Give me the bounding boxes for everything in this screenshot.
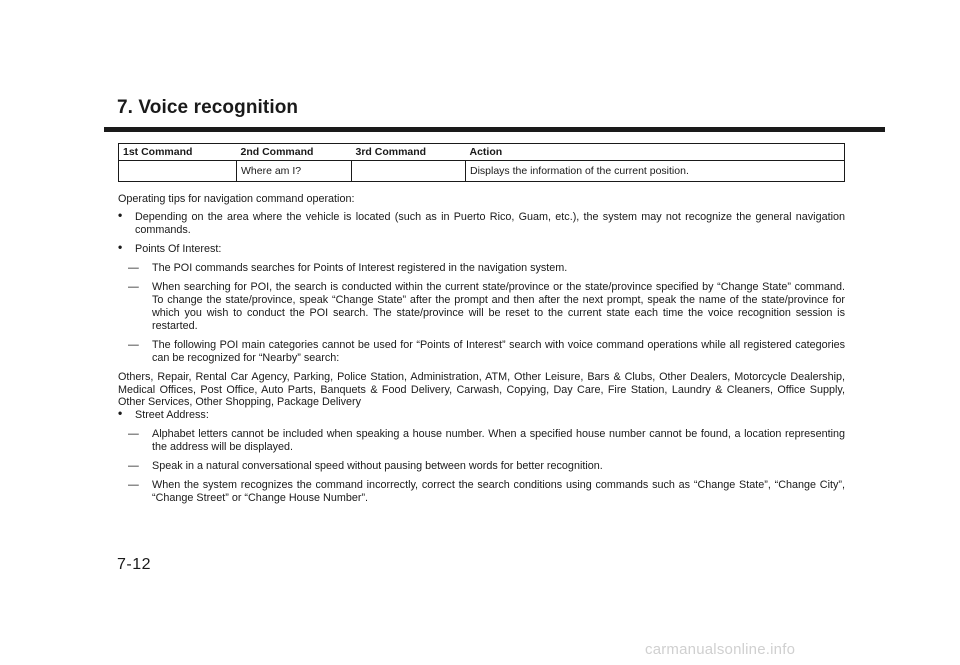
page-number: 7-12 [117, 556, 152, 573]
sub-item-text: When the system recognizes the command incorrectly, correct the search conditions using commands such as “Change State”, “Change City”, “Change Street” or “Change House Number”. [152, 478, 845, 504]
poi-category-list: Others, Repair, Rental Car Agency, Parking, Police Station, Administration, ATM, Other Leisure, Bars & Clubs, Other Dealers, Motorcycle Dealership, Medical Offices, Post Office, Auto Parts, Banquets & Food Delivery, Carwash, Copying, Day Care, Fire Station, Laundry & Cleaners, Office Supply, Other Services, Other Shopping, Package Delivery [118, 371, 845, 408]
sub-item-text: Speak in a natural conversational speed without pausing between words for better recognition. [152, 459, 603, 472]
bullet-icon [118, 209, 122, 222]
sub-list-item [128, 428, 845, 454]
bullet-icon [118, 241, 122, 254]
table-cell: Displays the information of the current position. [466, 161, 845, 182]
list-item [118, 211, 845, 237]
dash-icon [128, 281, 139, 294]
sub-list-item [128, 339, 845, 365]
column-header: 3rd Command [352, 144, 466, 161]
dash-icon [128, 479, 139, 492]
sub-item-text: When searching for POI, the search is conducted within the current state/province or the state/province specified by “Change State” command. To change the state/province, speak “Change State” after the prompt and then after the next prompt, speak the name of the state/province for which you wish to conduct the POI search. The state/province will be reset to the current state each time the voice recognition session is restarted. [152, 281, 845, 332]
watermark: carmanualsonline.info [645, 641, 796, 658]
table-cell: Where am I? [237, 161, 352, 182]
list-item [118, 243, 845, 256]
title-rule [104, 127, 885, 132]
column-header: 2nd Command [237, 144, 352, 161]
sub-list-item [128, 460, 845, 473]
body-text [118, 193, 845, 511]
table-cell [352, 161, 466, 182]
command-table [118, 143, 845, 182]
dash-icon [128, 460, 139, 473]
list-item [118, 409, 845, 422]
table-header-row [119, 144, 845, 161]
table-row [119, 161, 845, 182]
sub-item-text: Alphabet letters cannot be included when speaking a house number. When a specified house number cannot be found, a location representing the address will be displayed. [152, 427, 845, 453]
dash-icon [128, 262, 139, 275]
section-title: 7. Voice recognition [117, 97, 299, 118]
bullet-text: Depending on the area where the vehicle is located (such as in Puerto Rico, Guam, etc.), the system may not recognize the general navigation commands. [135, 211, 845, 236]
sub-item-text: The following POI main categories cannot be used for “Points of Interest” search with voice command operations while all registered categories can be recognized for “Nearby” search: [152, 339, 845, 364]
intro-text: Operating tips for navigation command operation: [118, 193, 355, 205]
dash-icon [128, 428, 139, 441]
dash-icon [128, 339, 139, 352]
column-header: 1st Command [119, 144, 237, 161]
bullet-text: Points Of Interest: [135, 243, 222, 255]
sub-list-item [128, 281, 845, 333]
sub-item-text: The POI commands searches for Points of Interest registered in the navigation system. [152, 262, 568, 274]
bullet-icon [118, 407, 122, 420]
sub-list-item [128, 262, 845, 275]
table-cell [119, 161, 237, 182]
column-header: Action [466, 144, 845, 161]
sub-list-item [128, 479, 845, 505]
bullet-text: Street Address: [135, 408, 209, 421]
